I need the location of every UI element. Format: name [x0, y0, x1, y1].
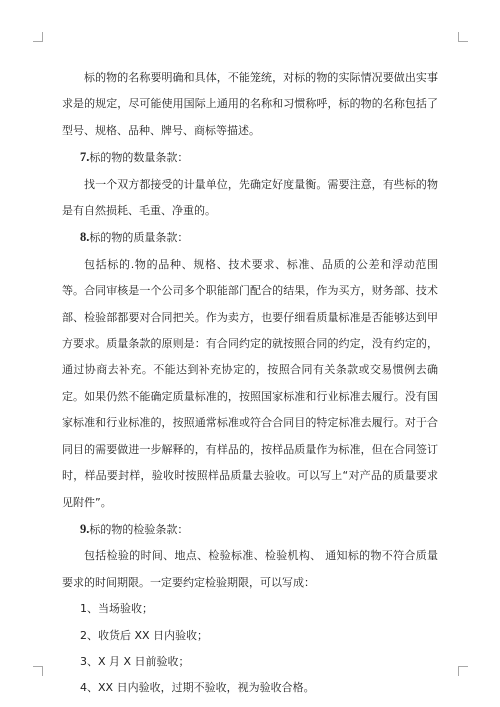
- heading-quantity-clause: [62, 144, 438, 171]
- crop-mark-top-right: [458, 32, 468, 42]
- paragraph-intro: 标的物的名称要明确和具体，不能笼统，对标的物的实际情况要做出实事求是的规定，尽可能使用国际上通用的名称和习惯称呼，标的物的名称包括了型号、规格、品种、牌号、商标等描述。: [62, 71, 438, 137]
- list-item: 3、X 月 X 日前验收；: [80, 654, 190, 668]
- heading-number: 8.: [80, 230, 90, 245]
- list-item: 1、当场验收；: [80, 602, 153, 616]
- crop-mark-bottom-left: [33, 666, 43, 676]
- crop-mark-top-left: [33, 32, 43, 42]
- heading-text: 标的物的数量条款：: [89, 151, 189, 165]
- heading-quality-clause: [62, 224, 438, 251]
- paragraph-quantity: 找一个双方都接受的计量单位，先确定好度量衡。需要注意，有些标的物是有自然损耗、毛重、净重的。: [62, 177, 438, 218]
- document-body: [62, 65, 438, 702]
- paragraph-quality: 包括标的.物的品种、规格、技术要求、标准、品质的公差和浮动范围等。合同审核是一个公司多个职能部门配合的结果，作为买方，财务部、技术部、检验部都要对合同把关。作为卖方，也要仔细看质量标准是否能够达到甲方要求。质量条款的原则是：有合同约定的就按照合同的约定，没有约定的，通过协商去补充。不能达到补充协定的，按照合同有关条款或交易惯例去确定。如果仍然不能确定质量标准的，按照国家标准和行业标准去履行。没有国家标准和行业标准的，按照通常标准或符合合同目的特定标准去履行。对于合同目的需要做进一步解释的，有样品的，按样品质量作为标准，但在合同签订时，样品要封样，验收时按照样品质量去验收。可以写上“对产品的质量要求见附件”。: [62, 257, 438, 509]
- crop-mark-bottom-right: [458, 666, 468, 676]
- paragraph-inspection: 包括检验的时间、地点、检验标准、检验机构、 通知标的物不符合质量要求的时间期限。一定要约定检验期限，可以写成：: [62, 549, 438, 589]
- heading-number: 7.: [80, 150, 90, 165]
- list-item: 2、收货后 XX 日内验收；: [80, 628, 209, 642]
- heading-inspection-clause: [62, 516, 438, 543]
- heading-text: 标的物的检验条款：: [89, 522, 189, 536]
- list-item: 4、XX 日内验收，过期不验收，视为验收合格。: [80, 681, 315, 695]
- heading-number: 9.: [80, 521, 90, 536]
- heading-text: 标的物的质量条款：: [89, 231, 189, 245]
